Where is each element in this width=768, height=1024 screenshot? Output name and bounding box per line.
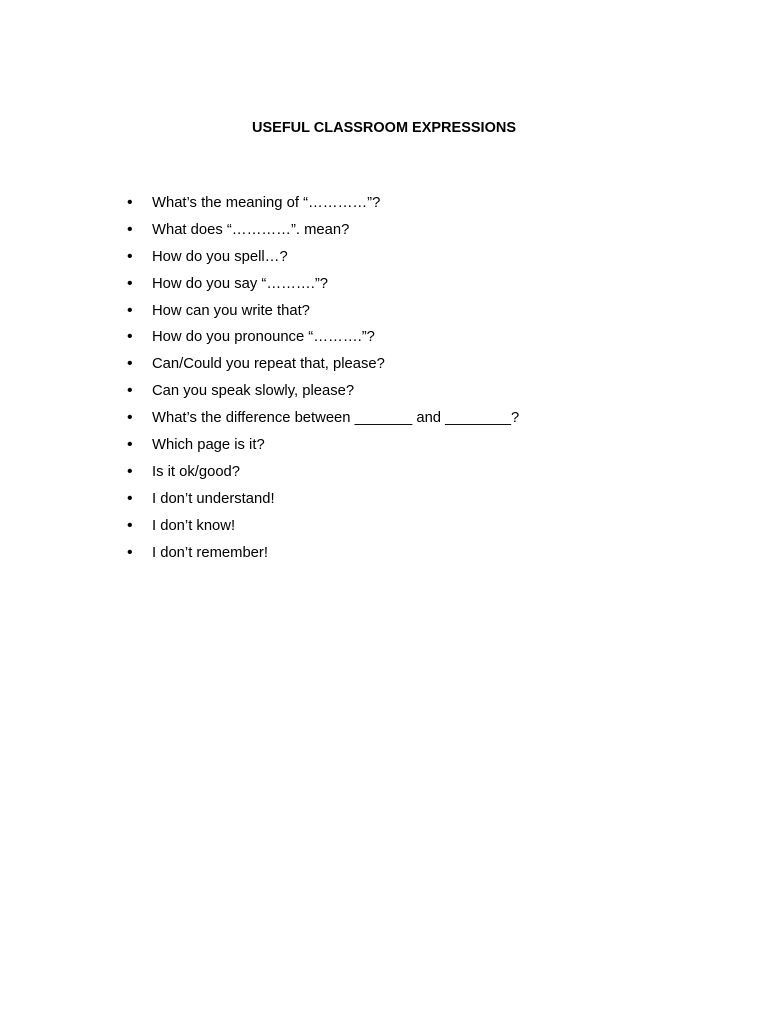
bullet-icon: •: [127, 543, 133, 561]
list-item-text: Can you speak slowly, please?: [152, 383, 355, 400]
list-item-text: Is it ok/good?: [152, 463, 241, 480]
list-item-text: How do you pronounce “……….”?: [152, 329, 375, 346]
list-item-text: How can you write that?: [152, 302, 310, 319]
list-item-text: How do you say “……….”?: [152, 275, 328, 292]
bullet-icon: •: [127, 489, 133, 507]
bullet-icon: •: [127, 409, 133, 427]
bullet-icon: •: [127, 220, 133, 238]
bullet-icon: •: [127, 462, 133, 480]
bullet-icon: •: [127, 355, 133, 373]
list-item-text: I don’t understand!: [152, 490, 275, 507]
list-item-text: Which page is it?: [152, 437, 265, 454]
list-item-text: How do you spell…?: [152, 248, 288, 265]
bullet-icon: •: [127, 301, 133, 319]
bullet-icon: •: [127, 516, 133, 534]
list-item-text: I don’t know!: [152, 517, 236, 534]
list-item-text: What’s the difference between _______ and ________?: [152, 410, 520, 427]
document-title: USEFUL CLASSROOM EXPRESSIONS: [252, 120, 516, 136]
bullet-icon: •: [127, 436, 133, 454]
list-item-text: What’s the meaning of “…………”?: [152, 195, 381, 211]
list-item-text: Can/Could you repeat that, please?: [152, 356, 385, 373]
list-item-text: I don’t remember!: [152, 544, 268, 561]
bullet-icon: •: [127, 274, 133, 292]
bullet-icon: •: [127, 328, 133, 346]
bullet-icon: •: [127, 194, 133, 211]
bullet-icon: •: [127, 247, 133, 265]
list-item-text: What does “…………”. mean?: [152, 221, 350, 238]
bullet-icon: •: [127, 382, 133, 400]
